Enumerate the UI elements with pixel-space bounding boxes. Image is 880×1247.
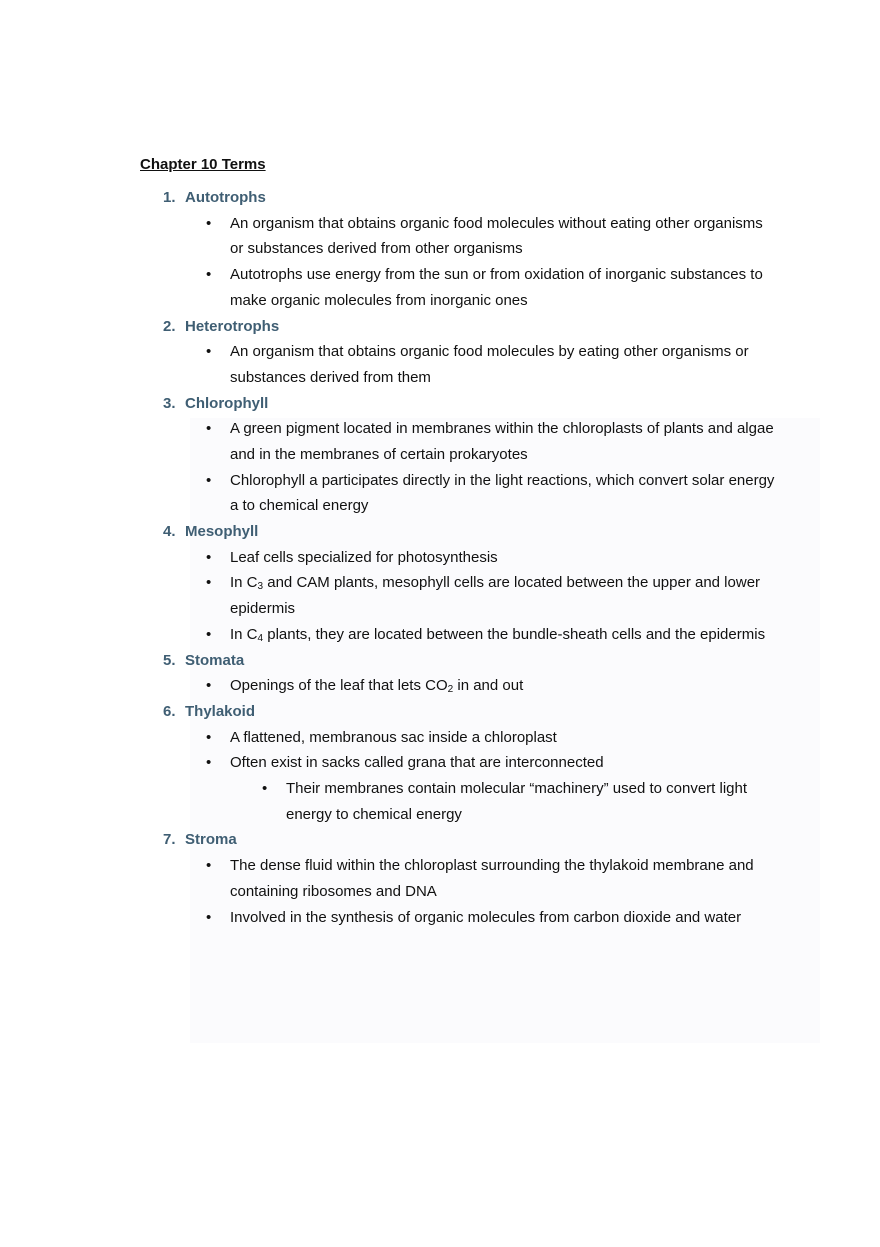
term-heading bbox=[140, 827, 780, 853]
sub-definition-item bbox=[140, 776, 780, 827]
term-heading bbox=[140, 648, 780, 674]
subscript: 3 bbox=[257, 581, 264, 593]
term-item bbox=[140, 827, 780, 930]
bullet-marker: • bbox=[206, 625, 212, 643]
bullet-marker: • bbox=[206, 266, 212, 284]
definition-list bbox=[140, 673, 780, 699]
term-item bbox=[140, 699, 780, 828]
bullet-text: Involved in the synthesis of organic molecules from carbon dioxide and water bbox=[230, 908, 742, 926]
text-part: In C bbox=[230, 574, 258, 592]
definition-list bbox=[140, 416, 780, 519]
bullet-text: Their membranes contain molecular “machinery” used to convert light energy to chemical energy bbox=[286, 780, 748, 823]
bullet-marker: • bbox=[262, 780, 268, 798]
bullet-text: Autotrophs use energy from the sun or from oxidation of inorganic substances to make organic molecules from inorganic ones bbox=[230, 266, 763, 309]
bullet-text bbox=[230, 626, 765, 643]
subscript: 4 bbox=[257, 632, 264, 644]
terms-list bbox=[140, 185, 780, 930]
term-heading bbox=[140, 391, 780, 417]
term-name: Thylakoid bbox=[185, 702, 256, 720]
document-title: Chapter 10 Terms bbox=[140, 156, 266, 173]
term-name: Mesophyll bbox=[185, 523, 259, 541]
text-part: Openings of the leaf that lets CO bbox=[230, 677, 448, 695]
definition-item bbox=[140, 262, 780, 313]
definition-item bbox=[140, 545, 780, 571]
bullet-marker: • bbox=[206, 908, 212, 926]
definition-list bbox=[140, 545, 780, 648]
bullet-marker: • bbox=[206, 471, 212, 489]
definition-item bbox=[140, 622, 780, 648]
term-heading bbox=[140, 185, 780, 211]
term-number: 1. bbox=[163, 189, 176, 206]
term-item bbox=[140, 391, 780, 520]
bullet-marker: • bbox=[206, 574, 212, 592]
term-heading bbox=[140, 519, 780, 545]
bullet-marker: • bbox=[206, 677, 212, 695]
definition-item bbox=[140, 853, 780, 904]
term-number: 4. bbox=[163, 523, 176, 541]
term-item bbox=[140, 185, 780, 314]
term-number: 3. bbox=[163, 394, 176, 412]
definition-item bbox=[140, 570, 780, 621]
bullet-text: An organism that obtains organic food molecules without eating other organisms or substances derived from other organisms bbox=[230, 214, 763, 258]
term-name: Heterotrophs bbox=[185, 317, 280, 335]
term-number: 7. bbox=[163, 831, 176, 849]
definition-item bbox=[140, 468, 780, 519]
bullet-text: A green pigment located in membranes within the chloroplasts of plants and algae and in the membranes of certain prokaryotes bbox=[230, 420, 774, 463]
definition-list bbox=[140, 211, 780, 314]
bullet-marker: • bbox=[206, 728, 212, 746]
bullet-text: Often exist in sacks called grana that are interconnected bbox=[230, 754, 604, 772]
bullet-marker: • bbox=[206, 857, 212, 875]
bullet-text bbox=[230, 574, 760, 617]
definition-item bbox=[140, 339, 780, 390]
definition-item bbox=[140, 725, 780, 751]
term-name: Stroma bbox=[185, 831, 237, 849]
text-part: and CAM plants, mesophyll cells are located between the upper and lower epidermis bbox=[230, 574, 761, 618]
definition-item bbox=[140, 211, 780, 262]
subscript: 2 bbox=[447, 684, 454, 696]
bullet-marker: • bbox=[206, 754, 212, 772]
definition-item bbox=[140, 416, 780, 467]
term-heading bbox=[140, 314, 780, 340]
term-heading bbox=[140, 699, 780, 725]
term-name: Autotrophs bbox=[185, 189, 266, 206]
bullet-text: Chlorophyll a participates directly in the light reactions, which convert solar energy a to chemical energy bbox=[230, 471, 775, 515]
term-number: 2. bbox=[163, 317, 176, 335]
bullet-text: Leaf cells specialized for photosynthesis bbox=[230, 548, 498, 566]
term-item bbox=[140, 648, 780, 699]
bullet-text: The dense fluid within the chloroplast surrounding the thylakoid membrane and containing ribosomes and DNA bbox=[230, 857, 754, 900]
term-name: Chlorophyll bbox=[185, 394, 269, 412]
bullet-marker: • bbox=[206, 214, 212, 232]
term-item bbox=[140, 314, 780, 391]
bullet-marker: • bbox=[206, 420, 212, 438]
term-number: 5. bbox=[163, 651, 176, 669]
text-part: plants, they are located between the bundle-sheath cells and the epidermis bbox=[263, 625, 766, 643]
bullet-text bbox=[230, 677, 523, 694]
definition-item bbox=[140, 905, 780, 931]
bullet-text: An organism that obtains organic food molecules by eating other organisms or substances derived from them bbox=[230, 343, 749, 386]
definition-item bbox=[140, 673, 780, 699]
document-content bbox=[140, 154, 780, 930]
bullet-text: A flattened, membranous sac inside a chloroplast bbox=[230, 728, 557, 746]
definition-list bbox=[140, 339, 780, 390]
term-name: Stomata bbox=[185, 651, 245, 669]
bullet-marker: • bbox=[206, 548, 212, 566]
term-number: 6. bbox=[163, 702, 176, 720]
text-part: in and out bbox=[453, 677, 524, 695]
term-item bbox=[140, 519, 780, 648]
text-part: In C bbox=[230, 625, 258, 643]
definition-list bbox=[140, 725, 780, 828]
definition-item bbox=[140, 750, 780, 776]
definition-list bbox=[140, 853, 780, 930]
bullet-marker: • bbox=[206, 343, 212, 361]
